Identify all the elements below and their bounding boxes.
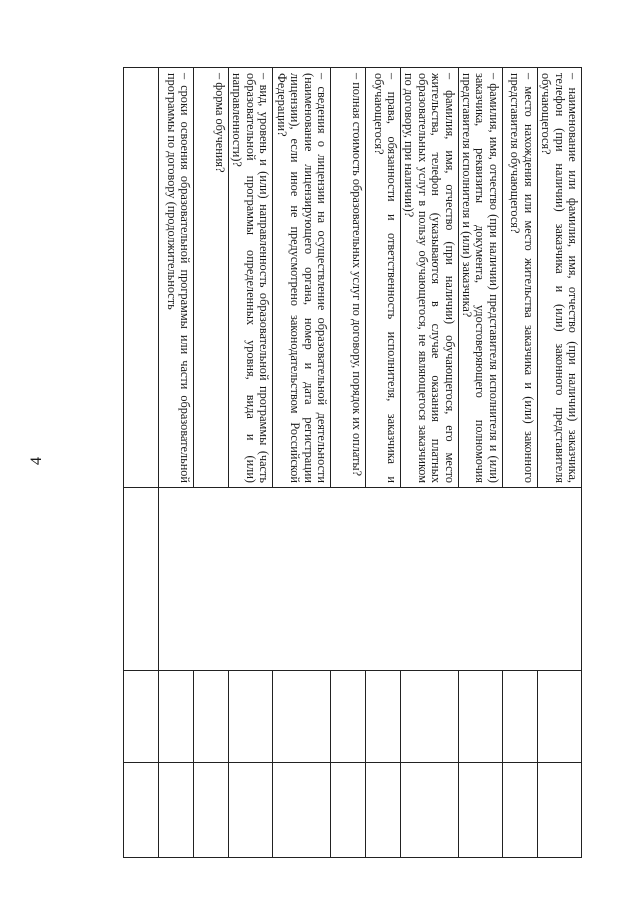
empty-cell — [273, 671, 331, 763]
empty-cell — [124, 671, 159, 763]
empty-cell — [229, 671, 273, 763]
question-cell: – права, обязанности и ответственность исполнителя, заказчика и обучающегося? — [365, 68, 400, 488]
empty-cell — [124, 68, 159, 488]
table-row — [537, 68, 581, 858]
answer-cell — [159, 488, 582, 671]
empty-cell — [400, 763, 458, 858]
table-row — [194, 68, 229, 858]
question-cell: – полная стоимость образовательных услуг по договору, порядок их оплаты? — [330, 68, 365, 488]
table-row — [159, 68, 194, 858]
checklist-table — [123, 67, 582, 858]
table-row — [400, 68, 458, 858]
question-cell: – фамилия, имя, отчество (при наличии) представителя исполнителя и (или) заказчика, реквизиты документа, удостоверяющего полномочия представителя исполнителя и (или) заказчика? — [458, 68, 502, 488]
empty-cell — [229, 763, 273, 858]
empty-cell — [273, 763, 331, 858]
table-row — [229, 68, 273, 858]
rotated-table-wrapper — [77, 67, 582, 857]
table-row — [365, 68, 400, 858]
empty-cell — [159, 763, 194, 858]
empty-cell — [194, 763, 229, 858]
question-cell: – форма обучения? — [194, 68, 229, 488]
empty-cell — [124, 488, 159, 671]
empty-cell — [537, 671, 581, 763]
empty-cell — [502, 763, 537, 858]
empty-cell — [194, 671, 229, 763]
page-number: 4 — [28, 457, 45, 465]
empty-cell — [502, 671, 537, 763]
empty-cell — [537, 763, 581, 858]
empty-cell — [159, 671, 194, 763]
empty-cell — [400, 671, 458, 763]
table-row — [330, 68, 365, 858]
empty-cell — [365, 763, 400, 858]
question-cell: – сведения о лицензии на осуществление образовательной деятельности (наименование лицензирующего органа, номер и дата регистрации лицензии), если иное не предусмотрено законодательством Российской Федерации? — [273, 68, 331, 488]
empty-cell — [365, 671, 400, 763]
empty-cell — [458, 671, 502, 763]
question-cell: – место нахождения или место жительства заказчика и (или) законного представителя обучающегося? — [502, 68, 537, 488]
question-cell: – фамилия, имя, отчество (при наличии) обучающегося, его место жительства, телефон (указываются в случае оказания платных образовательных услуг в пользу обучающегося, не являющегося заказчиком по договору, при наличии)? — [400, 68, 458, 488]
empty-cell — [124, 763, 159, 858]
table-row-stub — [124, 68, 159, 858]
empty-cell — [330, 671, 365, 763]
question-cell: – вид, уровень и (или) направленность образовательной программы (часть образовательной программы определенных уровня, вида и (или) направленности)? — [229, 68, 273, 488]
empty-cell — [330, 763, 365, 858]
table-row — [502, 68, 537, 858]
empty-cell — [458, 763, 502, 858]
question-cell: – сроки освоения образовательной программы или части образовательной программы по договору (продолжительность — [159, 68, 194, 488]
table-row — [273, 68, 331, 858]
table-row — [458, 68, 502, 858]
question-cell: – наименование или фамилия, имя, отчество (при наличии) заказчика, телефон (при наличии) заказчика и (или) законного представителя обучающегося? — [537, 68, 581, 488]
